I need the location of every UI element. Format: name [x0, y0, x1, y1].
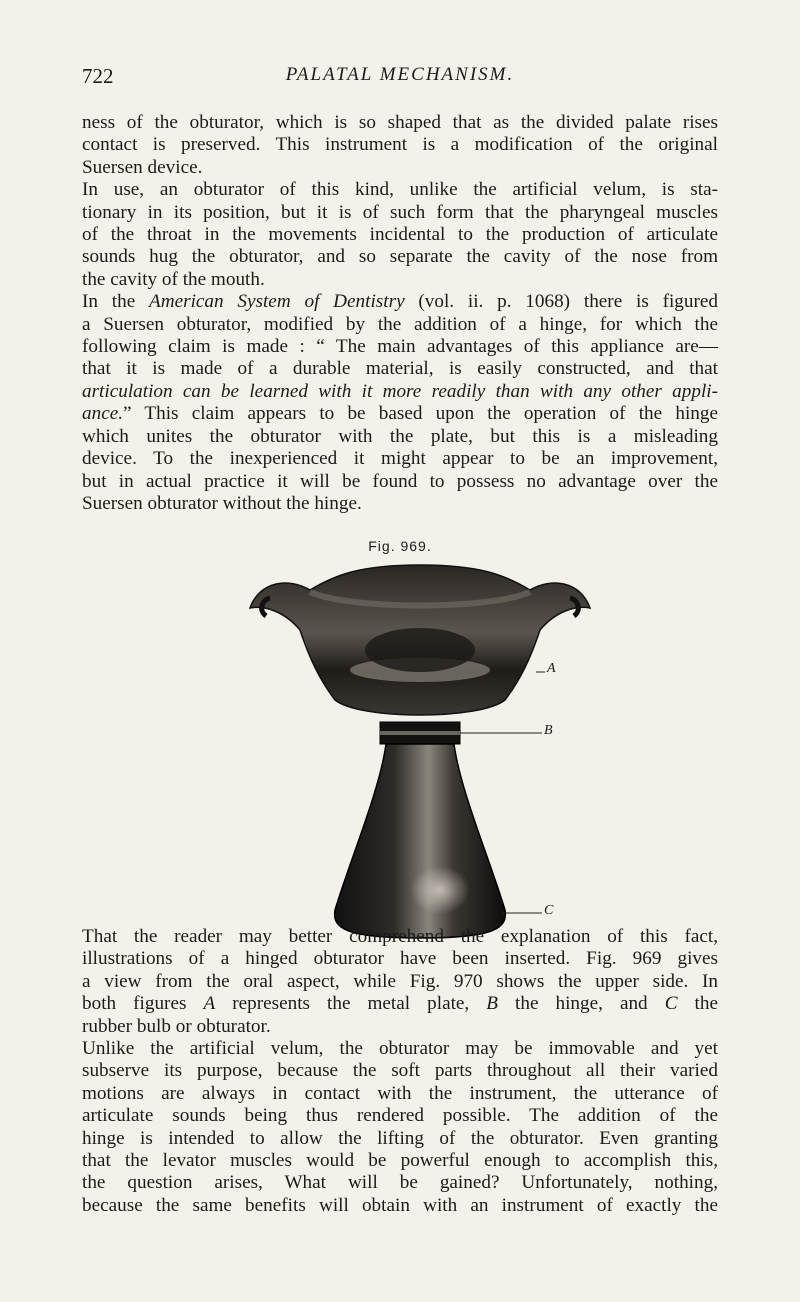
figure-label-c: C [544, 903, 554, 918]
text-line: articulate sounds being thus rendered possible. The addition of the [82, 1105, 718, 1127]
text-line: following claim is made : “ The main advantages of this appliance are— [82, 336, 718, 358]
paragraph [82, 112, 718, 179]
text-line: hinge is intended to allow the lifting of the obturator. Even granting [82, 1127, 718, 1149]
paragraph [82, 291, 718, 515]
text-line: In use, an obturator of this kind, unlike the artificial velum, is sta- [82, 179, 718, 201]
paragraph [82, 179, 718, 291]
text-line: Suersen obturator without the hinge. [82, 492, 362, 514]
text-line: that it is made of a durable material, is easily constructed, and that [82, 358, 718, 380]
text-line: the cavity of the mouth. [82, 268, 265, 290]
text-line: articulation can be learned with it more readily than with any other appli- [82, 380, 718, 402]
figure-label-a: A [547, 661, 556, 676]
obturator-illustration [240, 560, 600, 945]
text-line: that the levator muscles would be powerful enough to accomplish this, [82, 1150, 718, 1172]
text-line: the question arises, What will be gained? Unfortunately, nothing, [82, 1172, 718, 1194]
text-line: of the throat in the movements incidental to the production of articulate [82, 224, 718, 246]
text-line: both figures A represents the metal plate, B the hinge, and C the [82, 993, 718, 1015]
text-line: which unites the obturator with the plate, but this is a misleading [82, 425, 718, 447]
text-line: tionary in its position, but it is of such form that the pharyngeal muscles [82, 201, 718, 223]
book-title: American System of Dentistry [149, 291, 405, 313]
text-line: but in actual practice it will be found to possess no advantage over the [82, 470, 718, 492]
text-line: illustrations of a hinged obturator have been inserted. Fig. 969 gives [82, 948, 718, 970]
text-block-bottom [82, 926, 718, 1217]
text-line: motions are always in contact with the instrument, the utterance of [82, 1082, 718, 1104]
text-line: Suersen device. [82, 156, 203, 178]
text-line: subserve its purpose, because the soft parts throughout all their varied [82, 1060, 718, 1082]
text-line: device. To the inexperienced it might appear to be an improvement, [82, 448, 718, 470]
text-line: because the same benefits will obtain with an instrument of exactly the [82, 1194, 718, 1216]
rubber-bulb [335, 744, 506, 938]
text-line: ness of the obturator, which is so shaped that as the divided palate rises [82, 112, 718, 133]
page-number: 722 [82, 64, 114, 88]
text-block-top [82, 112, 718, 515]
text-line: In the American System of Dentistry (vol. ii. p. 1068) there is figured [82, 291, 718, 313]
text-line: rubber bulb or obturator. [82, 1015, 271, 1037]
text-line: ance.” This claim appears to be based upon the operation of the hinge [82, 403, 718, 425]
figure-caption: Fig. 969. [368, 538, 432, 554]
text-line: contact is preserved. This instrument is a modification of the original [82, 134, 718, 156]
running-head: PALATAL MECHANISM. [285, 64, 515, 85]
paragraph [82, 1038, 718, 1217]
paragraph [82, 926, 718, 1038]
page-header [82, 64, 718, 92]
obturator-figure [240, 560, 600, 945]
figure-label-b: B [544, 723, 553, 738]
text-line: Unlike the artificial velum, the obturator may be immovable and yet [82, 1038, 718, 1060]
text-line: a Suersen obturator, modified by the addition of a hinge, for which the [82, 313, 718, 335]
text-line: That the reader may better comprehend the explanation of this fact, [82, 926, 718, 947]
text-line: a view from the oral aspect, while Fig. 970 shows the upper side. In [82, 970, 718, 992]
text-line: sounds hug the obturator, and so separate the cavity of the nose from [82, 246, 718, 268]
